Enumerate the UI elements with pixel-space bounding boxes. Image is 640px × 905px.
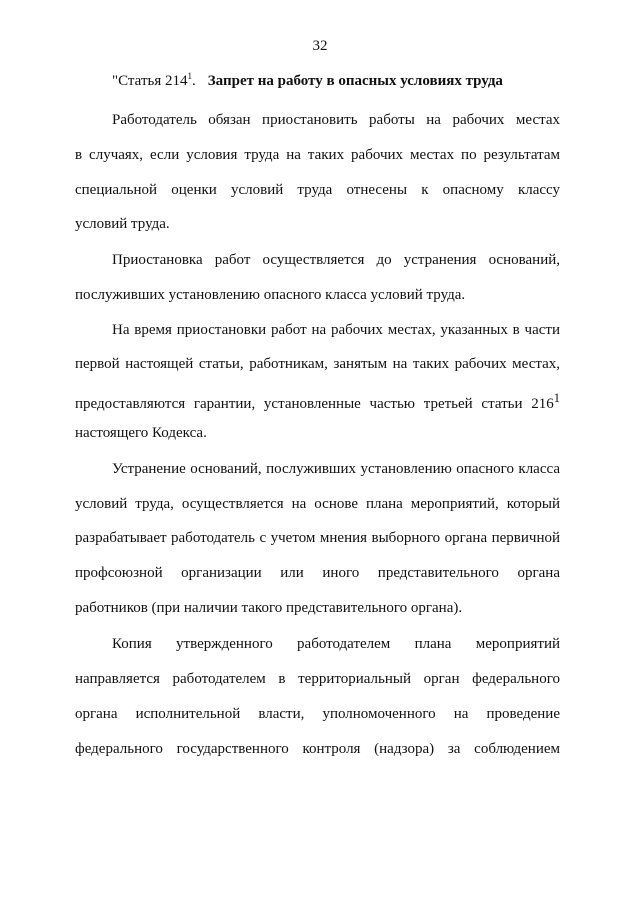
article-number-text: "Статья 214: [112, 73, 188, 89]
text-line-content: предоставляются гарантии, установленные частью третьей статьи 216: [75, 396, 554, 412]
statute-superscript: 1: [553, 391, 560, 405]
text-line: послуживших установлению опасного класса условий труда.: [75, 287, 466, 303]
text-line: На время приостановки работ на рабочих местах, указанных в части: [112, 322, 560, 338]
text-line: условий труда.: [75, 216, 170, 232]
text-line: настоящего Кодекса.: [75, 425, 207, 441]
text-line: первой настоящей статьи, работникам, занятым на таких рабочих местах,: [75, 356, 560, 372]
text-line: Устранение оснований, послуживших установлению опасного класса: [112, 461, 560, 477]
text-line: органа исполнительной власти, уполномоченного на проведение: [75, 706, 560, 722]
text-line: условий труда, осуществляется на основе плана мероприятий, который: [75, 496, 560, 512]
text-line: профсоюзной организации или иного представительного органа: [75, 565, 560, 581]
page-number: 32: [312, 38, 328, 54]
text-line: Приостановка работ осуществляется до устранения оснований,: [112, 252, 560, 268]
article-number-superscript: 1: [187, 71, 192, 81]
text-line: в случаях, если условия труда на таких рабочих местах по результатам: [75, 147, 560, 163]
article-heading: [112, 73, 503, 90]
text-line-with-superscript: [75, 388, 560, 412]
text-line: федерального государственного контроля (надзора) за соблюдением: [75, 741, 560, 757]
text-line: Копия утвержденного работодателем плана мероприятий: [112, 636, 560, 652]
article-title: Запрет на работу в опасных условиях труда: [207, 73, 503, 89]
text-line: работников (при наличии такого представительного органа).: [75, 600, 463, 616]
text-line: разрабатывает работодатель с учетом мнения выборного органа первичной: [75, 530, 560, 546]
article-number-dot: .: [191, 73, 196, 89]
text-line: Работодатель обязан приостановить работы на рабочих местах: [112, 112, 560, 128]
text-line: направляется работодателем в территориальный орган федерального: [75, 671, 560, 687]
text-line: специальной оценки условий труда отнесены к опасному классу: [75, 182, 560, 198]
article-number: [112, 73, 196, 89]
